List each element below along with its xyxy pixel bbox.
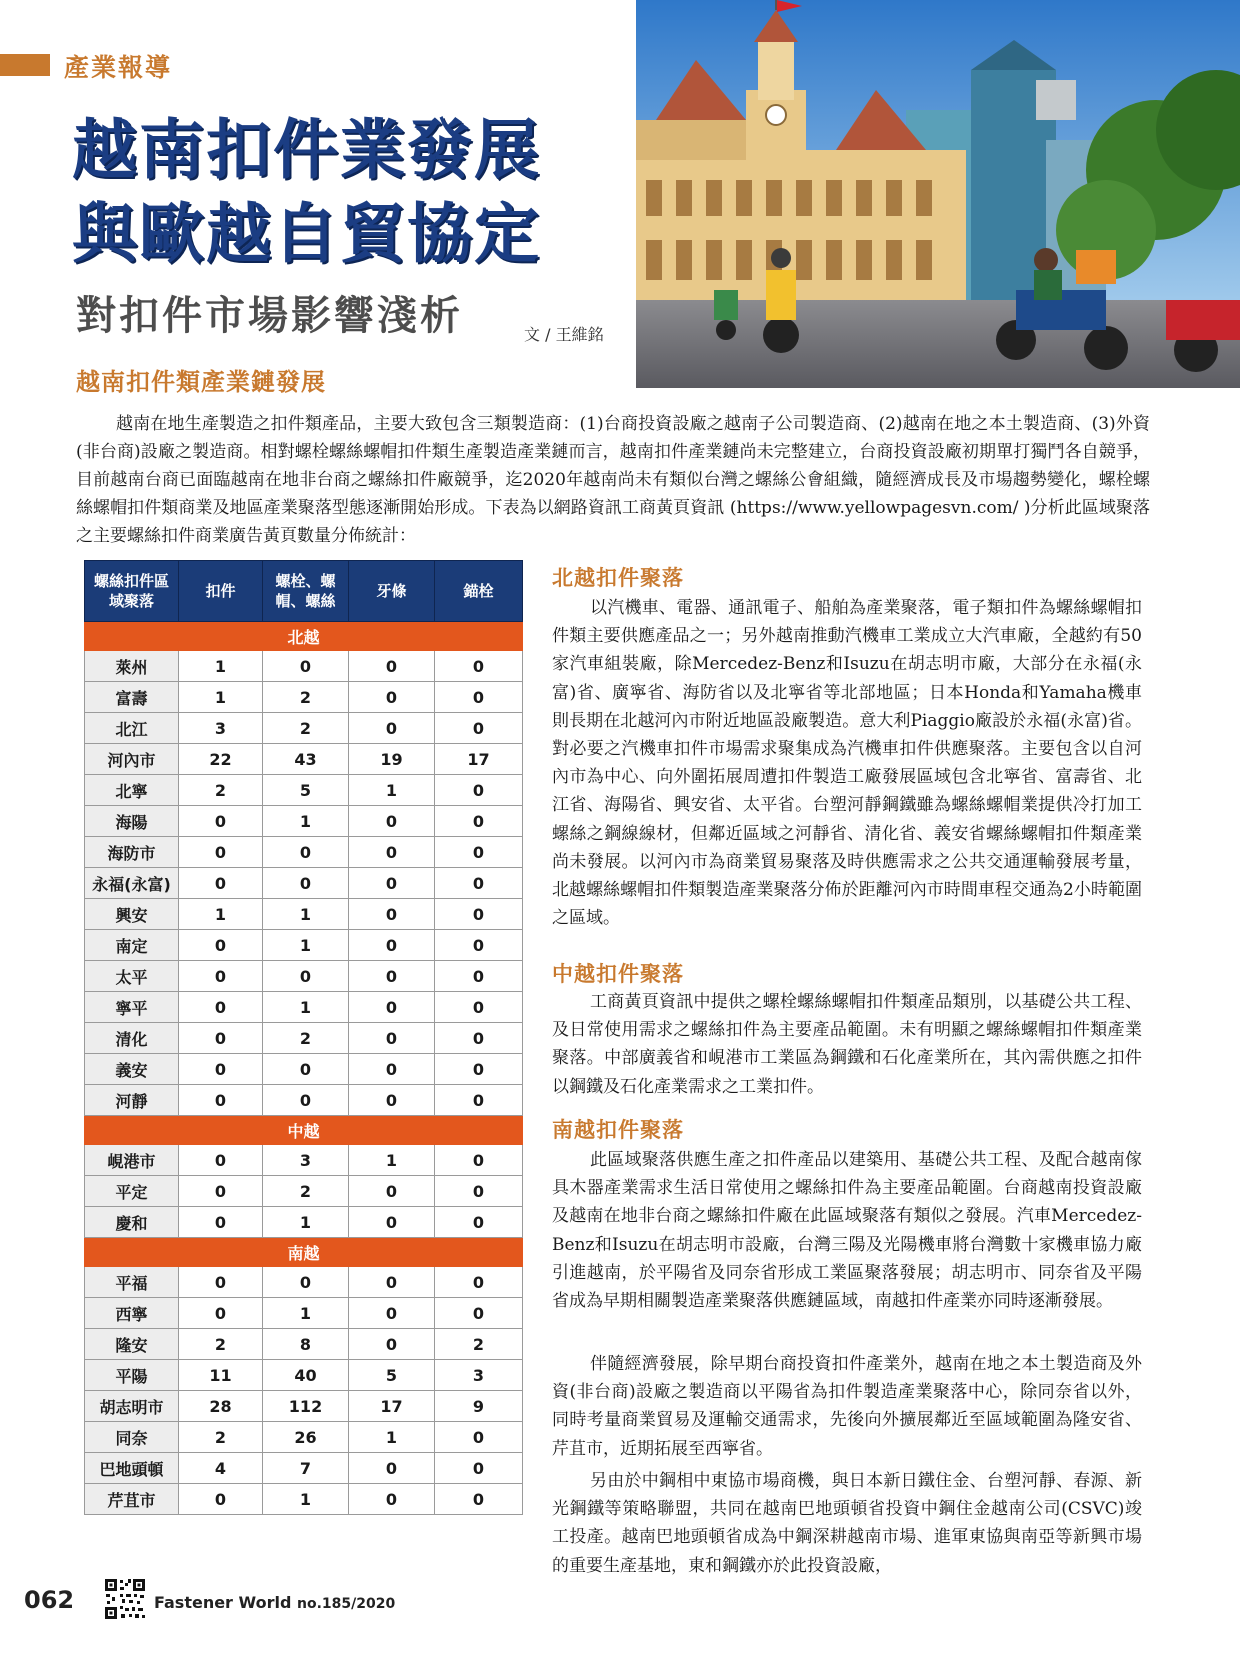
south-paragraph-1: 此區域聚落供應生產之扣件產品以建築用、基礎公共工程、及配合越南傢具木器產業需求生活日常使用之螺絲扣件為主要產品範圍。台商越南投資設廠及越南在地非台商之螺絲扣件廠在此區域聚落有類似之發展。汽車Mercedez-Benz和Isuzu在胡志明市設廠，台灣三陽及光陽機車將台灣數十家機車協力廠引進越南，於平陽省及同奈省形成工業區聚落發展；胡志明市、同奈省及平陽省成為早期相關製造產業聚落供應鏈區域，南越扣件產業亦同時逐漸發展。 (552, 1150, 1142, 1312)
threaded-rod-count-cell: 0 (349, 961, 435, 992)
region-name-cell: 興安 (85, 899, 179, 930)
bolt-nut-screw-count-cell: 2 (263, 682, 349, 713)
anchor-count-cell: 0 (435, 1023, 523, 1054)
anchor-count-cell: 0 (435, 899, 523, 930)
header-fastener: 扣件 (179, 561, 263, 622)
table-row (85, 682, 523, 713)
bolt-nut-screw-count-cell: 2 (263, 713, 349, 744)
region-name-cell: 河靜 (85, 1085, 179, 1116)
table-row (85, 1484, 523, 1515)
region-name-cell: 平定 (85, 1176, 179, 1207)
south-heading: 南越扣件聚落 (552, 1118, 684, 1142)
bolt-nut-screw-count-cell: 2 (263, 1023, 349, 1054)
table-row (85, 775, 523, 806)
fastener-count-cell: 2 (179, 775, 263, 806)
section-heading: 越南扣件類產業鏈發展 (76, 368, 326, 396)
region-name-cell: 慶和 (85, 1207, 179, 1238)
bolt-nut-screw-count-cell: 7 (263, 1453, 349, 1484)
fastener-count-cell: 0 (179, 1145, 263, 1176)
threaded-rod-count-cell: 0 (349, 806, 435, 837)
region-header-row (85, 1116, 523, 1145)
bolt-nut-screw-count-cell: 1 (263, 992, 349, 1023)
magazine-name: Fastener World (154, 1593, 292, 1612)
threaded-rod-count-cell: 0 (349, 992, 435, 1023)
bolt-nut-screw-count-cell: 1 (263, 1484, 349, 1515)
fastener-count-cell: 0 (179, 1054, 263, 1085)
fastener-count-cell: 28 (179, 1391, 263, 1422)
anchor-count-cell: 0 (435, 992, 523, 1023)
region-name-cell: 河內市 (85, 744, 179, 775)
region-name-cell: 巴地頭頓 (85, 1453, 179, 1484)
fastener-count-cell: 0 (179, 1023, 263, 1054)
threaded-rod-count-cell: 0 (349, 1298, 435, 1329)
region-name-cell: 同奈 (85, 1422, 179, 1453)
north-heading: 北越扣件聚落 (552, 566, 684, 590)
threaded-rod-count-cell: 0 (349, 1023, 435, 1054)
table-row (85, 1267, 523, 1298)
anchor-count-cell: 9 (435, 1391, 523, 1422)
anchor-count-cell: 0 (435, 775, 523, 806)
fastener-count-cell: 11 (179, 1360, 263, 1391)
fastener-count-cell: 3 (179, 713, 263, 744)
region-name-cell: 胡志明市 (85, 1391, 179, 1422)
bolt-nut-screw-count-cell: 5 (263, 775, 349, 806)
threaded-rod-count-cell: 0 (349, 1207, 435, 1238)
threaded-rod-count-cell: 5 (349, 1360, 435, 1391)
fastener-cluster-table (84, 560, 523, 1515)
bolt-nut-screw-count-cell: 1 (263, 806, 349, 837)
region-header-row (85, 622, 523, 651)
central-heading: 中越扣件聚落 (552, 962, 684, 986)
threaded-rod-count-cell: 17 (349, 1391, 435, 1422)
region-header-label: 中越 (85, 1116, 523, 1145)
south-paragraph-2: 伴隨經濟發展，除早期台商投資扣件產業外，越南在地之本土製造商及外資(非台商)設廠之製造商以平陽省為扣件製造產業聚落中心，除同奈省以外，同時考量商業貿易及運輸交通需求，先後向外擴展鄰近至區域範圍為隆安省、芹苴市，近期拓展至西寧省。 (552, 1354, 1142, 1459)
header-anchor: 錨栓 (435, 561, 523, 622)
bolt-nut-screw-count-cell: 2 (263, 1176, 349, 1207)
table-row (85, 1176, 523, 1207)
anchor-count-cell: 0 (435, 1453, 523, 1484)
region-name-cell: 西寧 (85, 1298, 179, 1329)
threaded-rod-count-cell: 0 (349, 651, 435, 682)
table-row (85, 930, 523, 961)
bolt-nut-screw-count-cell: 40 (263, 1360, 349, 1391)
region-name-cell: 芹苴市 (85, 1484, 179, 1515)
threaded-rod-count-cell: 0 (349, 1484, 435, 1515)
threaded-rod-count-cell: 0 (349, 1329, 435, 1360)
threaded-rod-count-cell: 0 (349, 837, 435, 868)
table-row (85, 651, 523, 682)
north-paragraph: 以汽機車、電器、通訊電子、船舶為產業聚落，電子類扣件為螺絲螺帽扣件類主要供應產品之一；另外越南推動汽機車工業成立大汽車廠，全越約有50家汽車組裝廠，除Mercedez-Benz和Isuzu在胡志明市廠，大部分在永福(永富)省、廣寧省、海防省以及北寧省等北部地區；日本Honda和Yamaha機車則長期在北越河內市附近地區設廠製造。意大利Piaggio廠設於永福(永富)省。對必要之汽機車扣件市場需求聚集成為汽機車扣件供應聚落。主要包含以自河內市為中心、向外圍拓展周遭扣件製造工廠發展區域包含北寧省、富壽省、北江省、海陽省、興安省、太平省。台塑河靜鋼鐵雖為螺絲螺帽業提供冷打加工螺絲之鋼線線材，但鄰近區域之河靜省、清化省、義安省螺絲螺帽扣件類產業尚未發展。以河內市為商業貿易聚落及時供應需求之公共交通運輸發展考量，北越螺絲螺帽扣件類製造產業聚落分佈於距離河內市時間車程交通為2小時範圍之區域。 (552, 598, 1142, 929)
region-name-cell: 寧平 (85, 992, 179, 1023)
region-name-cell: 海防市 (85, 837, 179, 868)
bolt-nut-screw-count-cell: 0 (263, 1054, 349, 1085)
title-line-1: 越南扣件業發展 (72, 113, 542, 188)
header-threaded-rod: 牙條 (349, 561, 435, 622)
header-region: 螺絲扣件區域聚落 (85, 561, 179, 622)
fastener-count-cell: 1 (179, 899, 263, 930)
city-hall-photo-illustration (636, 0, 1240, 388)
central-paragraph: 工商黃頁資訊中提供之螺栓螺絲螺帽扣件類產品類別，以基礎公共工程、及日常使用需求之螺絲扣件為主要產品範圍。未有明顯之螺絲螺帽扣件類產業聚落。中部廣義省和峴港市工業區為鋼鐵和石化產業所在，其內需供應之扣件以鋼鐵及石化產業需求之工業扣件。 (552, 992, 1142, 1097)
table-row (85, 806, 523, 837)
region-header-row (85, 1238, 523, 1267)
anchor-count-cell: 0 (435, 1145, 523, 1176)
fastener-count-cell: 1 (179, 682, 263, 713)
fastener-count-cell: 2 (179, 1422, 263, 1453)
table-row (85, 713, 523, 744)
bolt-nut-screw-count-cell: 0 (263, 1085, 349, 1116)
anchor-count-cell: 0 (435, 930, 523, 961)
table-row (85, 1298, 523, 1329)
threaded-rod-count-cell: 1 (349, 1145, 435, 1176)
bolt-nut-screw-count-cell: 1 (263, 1207, 349, 1238)
region-name-cell: 北寧 (85, 775, 179, 806)
table-row (85, 1145, 523, 1176)
qr-code-graphic (104, 1578, 146, 1620)
threaded-rod-count-cell: 0 (349, 930, 435, 961)
fastener-count-cell: 1 (179, 651, 263, 682)
header-bolt-nut-screw: 螺栓、螺帽、螺絲 (263, 561, 349, 622)
fastener-count-cell: 0 (179, 930, 263, 961)
city-hall-photo (636, 0, 1240, 388)
table-row (85, 1085, 523, 1116)
anchor-count-cell: 0 (435, 868, 523, 899)
anchor-count-cell: 0 (435, 1054, 523, 1085)
anchor-count-cell: 0 (435, 806, 523, 837)
region-header-label: 北越 (85, 622, 523, 651)
south-paragraph-3: 另由於中鋼相中東協市場商機，與日本新日鐵住金、台塑河靜、春源、新光鋼鐵等策略聯盟，共同在越南巴地頭頓省投資中鋼住金越南公司(CSVC)竣工投產。越南巴地頭頓省成為中鋼深耕越南市場、進軍東協與南亞等新興市場的重要生產基地，東和鋼鐵亦於此投資設廠， (552, 1471, 1142, 1576)
anchor-count-cell: 0 (435, 1422, 523, 1453)
bolt-nut-screw-count-cell: 112 (263, 1391, 349, 1422)
threaded-rod-count-cell: 0 (349, 1176, 435, 1207)
table-row (85, 1453, 523, 1484)
table-row (85, 868, 523, 899)
anchor-count-cell: 0 (435, 1298, 523, 1329)
bolt-nut-screw-count-cell: 1 (263, 1298, 349, 1329)
region-name-cell: 萊州 (85, 651, 179, 682)
bolt-nut-screw-count-cell: 1 (263, 899, 349, 930)
table-body (85, 622, 523, 1515)
issue-number: no.185/2020 (297, 1596, 396, 1612)
intro-paragraph: 越南在地生產製造之扣件類產品，主要大致包含三類製造商：(1)台商投資設廠之越南子公司製造商、(2)越南在地之本土製造商、(3)外資(非台商)設廠之製造商。相對螺栓螺絲螺帽扣件類生產製造產業鏈而言，越南扣件產業鏈尚未完整建立，台商投資設廠初期單打獨鬥各自競爭，目前越南台商已面臨越南在地非台商之螺絲扣件廠競爭，迄2020年越南尚未有類似台灣之螺絲公會組織，隨經濟成長及市場趨勢變化，螺栓螺絲螺帽扣件類商業及地區產業聚落型態逐漸開始形成。下表為以網路資訊工商黃頁資訊 (https://www.yellowpagesvn.com/ )分析此區域聚落之主要螺絲扣件商業廣告黃頁數量分佈統計： (76, 414, 1150, 546)
anchor-count-cell: 17 (435, 744, 523, 775)
fastener-count-cell: 0 (179, 1207, 263, 1238)
table-row (85, 1329, 523, 1360)
fastener-count-cell: 0 (179, 992, 263, 1023)
table-row (85, 1207, 523, 1238)
anchor-count-cell: 3 (435, 1360, 523, 1391)
region-name-cell: 清化 (85, 1023, 179, 1054)
anchor-count-cell: 0 (435, 651, 523, 682)
table-row (85, 1391, 523, 1422)
table-row (85, 1054, 523, 1085)
region-name-cell: 平福 (85, 1267, 179, 1298)
table-row (85, 837, 523, 868)
region-header-label: 南越 (85, 1238, 523, 1267)
anchor-count-cell: 0 (435, 837, 523, 868)
fastener-count-cell: 0 (179, 1085, 263, 1116)
anchor-count-cell: 0 (435, 1484, 523, 1515)
magazine-footer (154, 1593, 395, 1612)
anchor-count-cell: 0 (435, 713, 523, 744)
table-row (85, 1422, 523, 1453)
region-name-cell: 義安 (85, 1054, 179, 1085)
region-name-cell: 南定 (85, 930, 179, 961)
table-row (85, 899, 523, 930)
bolt-nut-screw-count-cell: 43 (263, 744, 349, 775)
bolt-nut-screw-count-cell: 26 (263, 1422, 349, 1453)
anchor-count-cell: 2 (435, 1329, 523, 1360)
threaded-rod-count-cell: 0 (349, 1453, 435, 1484)
fastener-count-cell: 0 (179, 961, 263, 992)
fastener-count-cell: 0 (179, 806, 263, 837)
threaded-rod-count-cell: 0 (349, 1054, 435, 1085)
threaded-rod-count-cell: 0 (349, 1267, 435, 1298)
threaded-rod-count-cell: 0 (349, 713, 435, 744)
threaded-rod-count-cell: 1 (349, 775, 435, 806)
region-name-cell: 隆安 (85, 1329, 179, 1360)
bolt-nut-screw-count-cell: 0 (263, 1267, 349, 1298)
fastener-count-cell: 22 (179, 744, 263, 775)
region-name-cell: 平陽 (85, 1360, 179, 1391)
bolt-nut-screw-count-cell: 1 (263, 930, 349, 961)
region-name-cell: 太平 (85, 961, 179, 992)
fastener-count-cell: 2 (179, 1329, 263, 1360)
bolt-nut-screw-count-cell: 0 (263, 868, 349, 899)
region-name-cell: 峴港市 (85, 1145, 179, 1176)
fastener-count-cell: 0 (179, 1484, 263, 1515)
anchor-count-cell: 0 (435, 1267, 523, 1298)
region-name-cell: 北江 (85, 713, 179, 744)
threaded-rod-count-cell: 19 (349, 744, 435, 775)
fastener-count-cell: 0 (179, 837, 263, 868)
threaded-rod-count-cell: 1 (349, 1422, 435, 1453)
region-name-cell: 永福(永富) (85, 868, 179, 899)
table-header-row (85, 561, 523, 622)
region-name-cell: 富壽 (85, 682, 179, 713)
region-name-cell: 海陽 (85, 806, 179, 837)
fastener-count-cell: 0 (179, 1298, 263, 1329)
title-line-2: 與歐越自貿協定 (72, 197, 542, 272)
threaded-rod-count-cell: 0 (349, 682, 435, 713)
page-number: 062 (24, 1586, 75, 1614)
anchor-count-cell: 0 (435, 1176, 523, 1207)
fastener-count-cell: 4 (179, 1453, 263, 1484)
category-label: 產業報導 (64, 53, 173, 82)
qr-code-icon[interactable] (104, 1578, 146, 1620)
bolt-nut-screw-count-cell: 8 (263, 1329, 349, 1360)
table-row (85, 1023, 523, 1054)
bolt-nut-screw-count-cell: 3 (263, 1145, 349, 1176)
anchor-count-cell: 0 (435, 961, 523, 992)
category-bar (0, 54, 50, 76)
bolt-nut-screw-count-cell: 0 (263, 961, 349, 992)
table-row (85, 961, 523, 992)
bolt-nut-screw-count-cell: 0 (263, 837, 349, 868)
anchor-count-cell: 0 (435, 682, 523, 713)
table-row (85, 1360, 523, 1391)
author-byline: 文 / 王維銘 (524, 325, 604, 344)
threaded-rod-count-cell: 0 (349, 1085, 435, 1116)
threaded-rod-count-cell: 0 (349, 868, 435, 899)
threaded-rod-count-cell: 0 (349, 899, 435, 930)
bolt-nut-screw-count-cell: 0 (263, 651, 349, 682)
table-row (85, 744, 523, 775)
fastener-count-cell: 0 (179, 868, 263, 899)
subtitle: 對扣件市場影響淺析 (76, 293, 463, 339)
anchor-count-cell: 0 (435, 1207, 523, 1238)
fastener-count-cell: 0 (179, 1267, 263, 1298)
anchor-count-cell: 0 (435, 1085, 523, 1116)
table-row (85, 992, 523, 1023)
fastener-count-cell: 0 (179, 1176, 263, 1207)
